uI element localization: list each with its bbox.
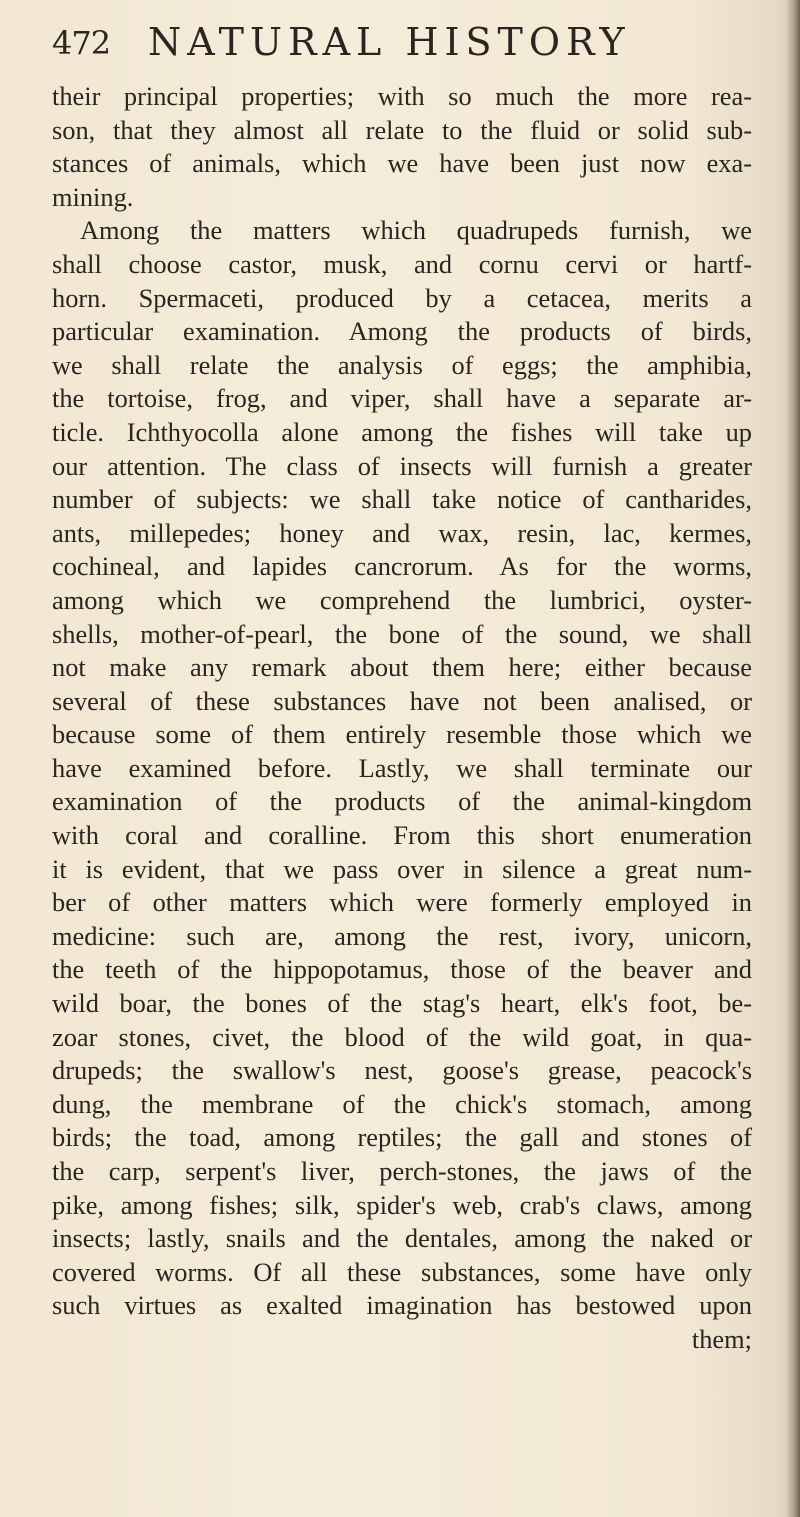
text-line: several of these substances have not been analised, or [52, 685, 752, 716]
text-line: dung, the membrane of the chick's stomach, among [52, 1088, 752, 1119]
text-line: son, that they almost all relate to the fluid or solid sub- [52, 114, 752, 145]
text-line: Among the matters which quadrupeds furnish, we [80, 215, 752, 246]
text-line: number of subjects: we shall take notice of cantharides, [52, 484, 752, 515]
text-line: such virtues as exalted imagination has bestowed upon [52, 1290, 752, 1321]
page-number: 472 [52, 24, 111, 62]
text-line: the teeth of the hippopotamus, those of the beaver and [52, 954, 752, 985]
text-line: among which we comprehend the lumbrici, oyster- [52, 584, 752, 615]
text-line: the carp, serpent's liver, perch-stones, the jaws of the [52, 1156, 752, 1186]
text-line: medicine: such are, among the rest, ivory, unicorn, [52, 920, 752, 951]
text-line: the tortoise, frog, and viper, shall have a separate ar- [52, 383, 752, 414]
text-line: because some of them entirely resemble those which we [52, 719, 752, 750]
text-line: it is evident, that we pass over in silence a great num- [52, 853, 752, 884]
text-line: not make any remark about them here; either because [52, 652, 752, 683]
text-line: ticle. Ichthyocolla alone among the fishes will take up [52, 416, 752, 447]
text-line: wild boar, the bones of the stag's heart, elk's foot, be- [52, 988, 752, 1019]
text-line: cochineal, and lapides cancrorum. As for the worms, [52, 551, 752, 582]
text-line: we shall relate the analysis of eggs; the amphibia, [52, 349, 752, 380]
text-line: have examined before. Lastly, we shall terminate our [52, 752, 752, 783]
text-line: particular examination. Among the products of birds, [52, 316, 752, 347]
text-line: covered worms. Of all these substances, some have only [52, 1256, 752, 1287]
text-line: drupeds; the swallow's nest, goose's grease, peacock's [52, 1055, 752, 1086]
text-line: birds; the toad, among reptiles; the gall and stones of [52, 1122, 752, 1153]
text-line: zoar stones, civet, the blood of the wild goat, in qua- [52, 1021, 752, 1052]
text-line: pike, among fishes; silk, spider's web, crab's claws, among [52, 1189, 752, 1220]
page-edge-shadow [786, 0, 800, 1517]
text-line: shells, mother-of-pearl, the bone of the sound, we shall [52, 618, 752, 649]
text-line: them; [691, 1323, 752, 1354]
text-line: their principal properties; with so much the more rea- [52, 81, 752, 111]
text-line: examination of the products of the animal-kingdom [52, 786, 752, 817]
body-text [52, 80, 752, 1357]
text-line: ants, millepedes; honey and wax, resin, lac, kermes, [52, 517, 752, 548]
page-header [52, 18, 752, 78]
text-line: our attention. The class of insects will furnish a greater [52, 450, 752, 481]
text-line: horn. Spermaceti, produced by a cetacea, merits a [52, 282, 752, 313]
text-line: with coral and coralline. From this short enumeration [52, 820, 752, 851]
text-line: mining. [52, 181, 134, 212]
text-line: stances of animals, which we have been just now exa- [52, 148, 752, 179]
text-line: shall choose castor, musk, and cornu cervi or hartf- [52, 248, 752, 279]
text-line: ber of other matters which were formerly employed in [52, 887, 752, 918]
running-title: NATURAL HISTORY [148, 20, 631, 64]
text-line: insects; lastly, snails and the dentales, among the naked or [52, 1223, 752, 1254]
